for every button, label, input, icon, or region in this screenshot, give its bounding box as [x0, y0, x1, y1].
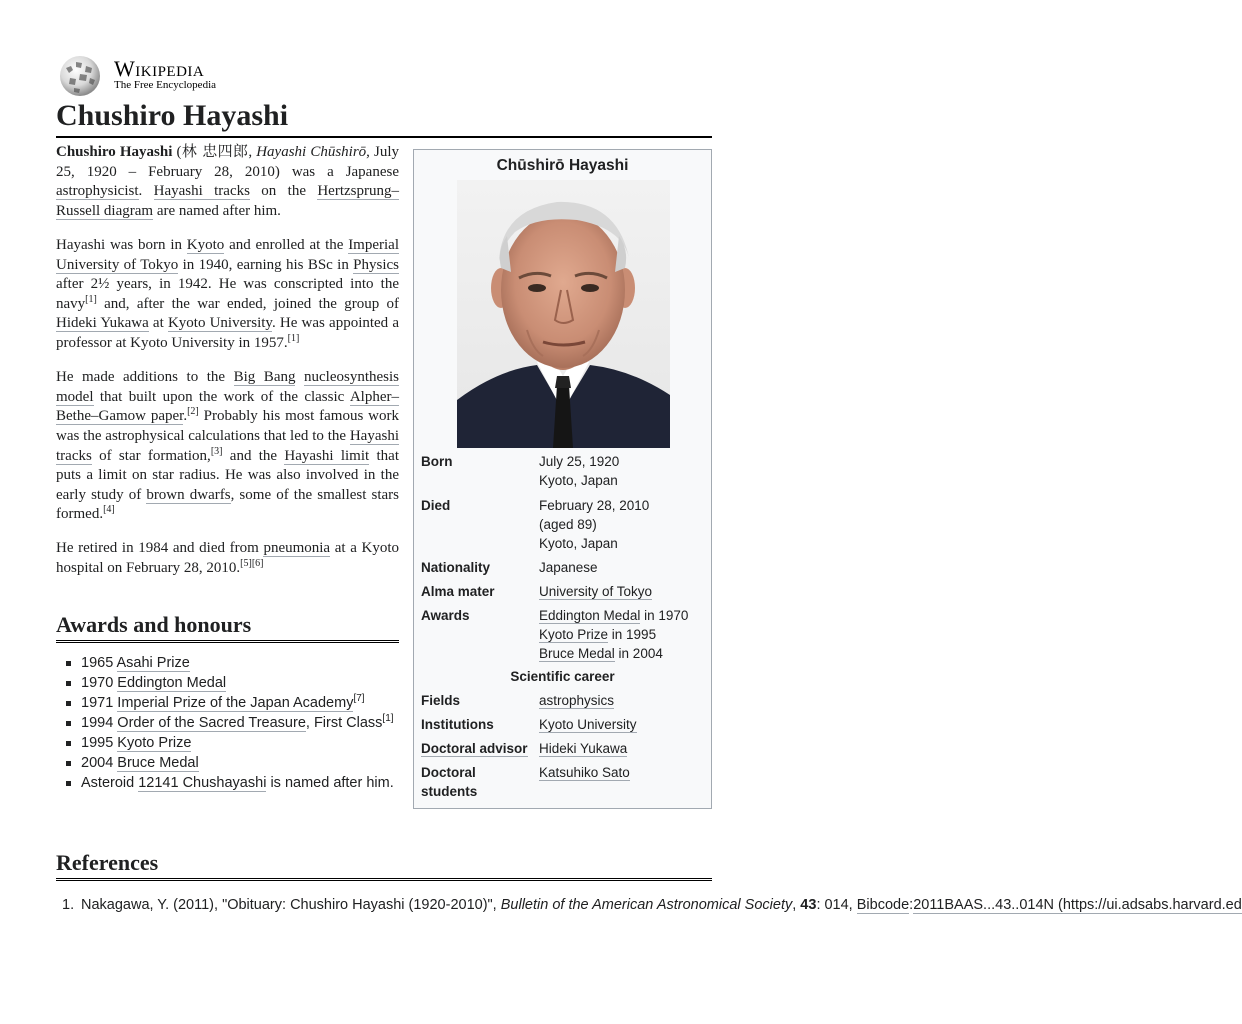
award-link[interactable]: Kyoto Prize — [117, 735, 192, 751]
text: and enrolled at the — [224, 236, 349, 253]
link-brown-dwarfs[interactable]: brown dwarfs — [146, 486, 231, 503]
text: in 1940, earning his BSc in — [178, 256, 354, 273]
text — [295, 369, 304, 385]
site-tagline: The Free Encyclopedia — [114, 79, 217, 91]
infobox-value — [539, 715, 707, 734]
retirement-paragraph — [56, 539, 399, 578]
text: in 1995 — [608, 627, 657, 642]
link-astrophysicist[interactable]: astrophysicist — [56, 183, 139, 200]
text: Hayashi was born in — [56, 236, 187, 253]
link-hertzsprung-russell[interactable]: Hertzsprung–Russell diagram — [56, 183, 399, 219]
text: and the — [222, 447, 285, 464]
text: at — [148, 315, 168, 332]
award-year: 1970 — [81, 675, 118, 691]
portrait-photo[interactable] — [457, 180, 670, 448]
list-item — [56, 774, 399, 792]
site-header — [56, 54, 356, 98]
label-line: Doctoral — [421, 765, 476, 780]
intro-paragraph — [56, 142, 399, 221]
infobox-section-heading: Scientific career — [510, 669, 615, 684]
award-link[interactable]: Order of the Sacred Treasure — [117, 715, 306, 731]
link-pneumonia[interactable]: pneumonia — [263, 540, 331, 557]
award-year: 1965 — [81, 655, 117, 671]
bibcode-label-link[interactable]: Bibcode — [856, 897, 910, 913]
award-year: 2004 — [81, 755, 118, 771]
infobox-label: Alma mater — [421, 584, 495, 599]
kanji-name: 林 忠四郎 — [181, 142, 249, 160]
article-body — [56, 142, 399, 593]
references-list — [56, 897, 1242, 914]
link-hayashi-limit[interactable]: Hayashi limit — [284, 447, 370, 464]
infobox-label — [421, 739, 536, 758]
infobox-value — [539, 763, 707, 782]
awards-section — [56, 610, 399, 646]
text: . He was appointed a professor at Kyoto University in 1957. — [56, 315, 400, 351]
link-imperial-university[interactable]: Imperial University of Tokyo — [56, 236, 399, 273]
died-place: Kyoto, Japan — [539, 536, 618, 551]
award-link[interactable]: Asahi Prize — [116, 655, 190, 671]
text: of star formation, — [91, 447, 211, 464]
citation-link[interactable]: [6] — [251, 558, 264, 570]
romanized-name: Hayashi Chūshirō — [256, 144, 367, 160]
infobox-value — [539, 582, 707, 601]
born-date: July 25, 1920 — [539, 454, 620, 469]
student-link[interactable]: Katsuhiko Sato — [539, 765, 630, 780]
infobox-label: Born — [421, 454, 453, 469]
award-link[interactable]: Bruce Medal — [117, 755, 199, 771]
award-year: Asteroid — [81, 775, 139, 791]
subject-name: Chushiro Hayashi — [56, 144, 173, 160]
text: He made additions to the — [56, 369, 234, 386]
awards-heading: Awards and honours — [56, 610, 399, 643]
infobox-label: Died — [421, 498, 451, 513]
infobox-label: Nationality — [421, 560, 491, 575]
references-heading: References — [56, 848, 712, 881]
infobox-value — [539, 606, 707, 663]
text: . — [183, 408, 188, 425]
text: Probably his most famous work was the astrophysical calculations that led to the — [56, 408, 399, 444]
reference-item — [56, 897, 1242, 914]
link-hideki-yukawa[interactable]: Hideki Yukawa — [56, 315, 149, 332]
text: , — [792, 897, 801, 913]
infobox — [413, 149, 712, 809]
infobox-label: Fields — [421, 693, 461, 708]
link-kyoto-university[interactable]: Kyoto University — [167, 315, 272, 332]
citation-link[interactable]: [3] — [210, 445, 223, 457]
asteroid-link[interactable]: 12141 Chushayashi — [138, 775, 267, 791]
doctoral-advisor-label-link[interactable]: Doctoral advisor — [421, 741, 528, 756]
text: Nakagawa, Y. (2011), "Obituary: Chushiro Hayashi (1920-2010)", — [81, 897, 501, 913]
text: and, after the war ended, joined the group of — [96, 295, 399, 312]
award-link[interactable]: Imperial Prize of the Japan Academy — [117, 695, 354, 711]
link-hayashi-tracks[interactable]: Hayashi tracks — [153, 183, 250, 200]
bibcode-link[interactable]: 2011BAAS...43..014N (https://ui.adsabs.harvard.ed — [913, 897, 1242, 913]
award-year: 1995 — [81, 735, 118, 751]
list-item — [56, 694, 399, 712]
list-item — [56, 654, 399, 672]
infobox-value — [539, 739, 707, 758]
text: on the — [249, 183, 318, 200]
infobox-value: Japanese — [539, 560, 598, 575]
text: . — [138, 183, 154, 200]
infobox-label: Awards — [421, 608, 470, 623]
advisor-link[interactable]: Hideki Yukawa — [539, 741, 628, 756]
reference-number: 1. — [62, 897, 75, 913]
text: : — [909, 897, 914, 913]
site-wordmark[interactable]: Wikipedia — [114, 56, 205, 81]
text: ( — [172, 144, 182, 160]
text: in 1970 — [640, 608, 689, 623]
text: in 2004 — [614, 646, 663, 661]
award-year: 1971 — [81, 695, 118, 711]
text: : 014, — [816, 897, 857, 913]
text: is named after him. — [266, 775, 394, 791]
text: that puts a limit on star radius. He was also involved in the early study of — [56, 447, 399, 503]
infobox-value — [539, 691, 707, 710]
citation-link[interactable]: [7] — [353, 693, 365, 705]
text: are named after him. — [153, 202, 281, 219]
link-alpher-bethe-gamow[interactable]: Alpher–Bethe–Gamow paper — [56, 388, 399, 425]
award-link[interactable]: Kyoto Prize — [539, 627, 609, 642]
award-year: 1994 — [81, 715, 118, 731]
citation-link[interactable]: [1] — [85, 293, 97, 305]
text: after 2½ years, in 1942. He was conscripted into the navy — [56, 276, 399, 312]
references-section — [56, 848, 712, 886]
list-item — [56, 674, 399, 692]
text: that built upon the work of the classic — [93, 388, 350, 405]
journal-name: Bulletin of the American Astronomical Society — [500, 897, 793, 913]
died-date: February 28, 2010 — [539, 498, 650, 513]
award-line — [539, 606, 707, 625]
volume: 43 — [800, 897, 817, 913]
institution-link[interactable]: Kyoto University — [539, 717, 637, 732]
list-item — [56, 754, 399, 772]
text: , some of the smallest stars formed. — [56, 486, 400, 523]
alma-mater-link[interactable]: University of Tokyo — [539, 584, 653, 599]
infobox-value — [539, 452, 707, 490]
text: at a Kyoto hospital on February 28, 2010. — [56, 540, 399, 577]
list-item — [56, 734, 399, 752]
link-physics[interactable]: Physics — [353, 256, 399, 273]
page-title: Chushiro Hayashi — [56, 96, 712, 138]
text: , First Class — [305, 715, 383, 731]
citation-link[interactable]: [5] — [240, 558, 252, 570]
link-big-bang[interactable]: Big Bang — [233, 369, 296, 386]
wikipedia-globe-logo[interactable] — [56, 54, 104, 98]
fields-link[interactable]: astrophysics — [539, 693, 615, 708]
award-line — [539, 625, 707, 644]
award-link[interactable]: Eddington Medal — [539, 608, 641, 623]
text: , — [248, 144, 257, 160]
infobox-title: Chūshirō Hayashi — [496, 157, 629, 174]
awards-list — [56, 654, 399, 794]
citation-link[interactable]: [2] — [187, 406, 199, 418]
link-hayashi-tracks[interactable]: Hayashi tracks — [56, 427, 399, 464]
infobox-label: Institutions — [421, 717, 494, 732]
text: He retired in 1984 and died from — [56, 540, 264, 557]
infobox-value — [539, 496, 707, 553]
award-line — [539, 644, 707, 663]
list-item — [56, 714, 399, 732]
award-link[interactable]: Bruce Medal — [539, 646, 615, 661]
citation-link[interactable]: [1] — [287, 332, 300, 344]
research-paragraph — [56, 368, 399, 525]
link-kyoto[interactable]: Kyoto — [186, 236, 225, 253]
award-link[interactable]: Eddington Medal — [117, 675, 227, 691]
citation-link[interactable]: [4] — [103, 504, 115, 516]
infobox-label — [421, 763, 536, 801]
text: , July 25, 1920 – February 28, 2010) was a Japanese — [56, 144, 400, 180]
died-age: (aged 89) — [539, 517, 597, 532]
citation-link[interactable]: [1] — [382, 713, 394, 725]
born-place: Kyoto, Japan — [539, 473, 618, 488]
link-nucleosynthesis-model[interactable]: nucleosynthesis model — [56, 369, 400, 405]
biography-paragraph — [56, 236, 399, 354]
label-line: students — [421, 784, 478, 799]
